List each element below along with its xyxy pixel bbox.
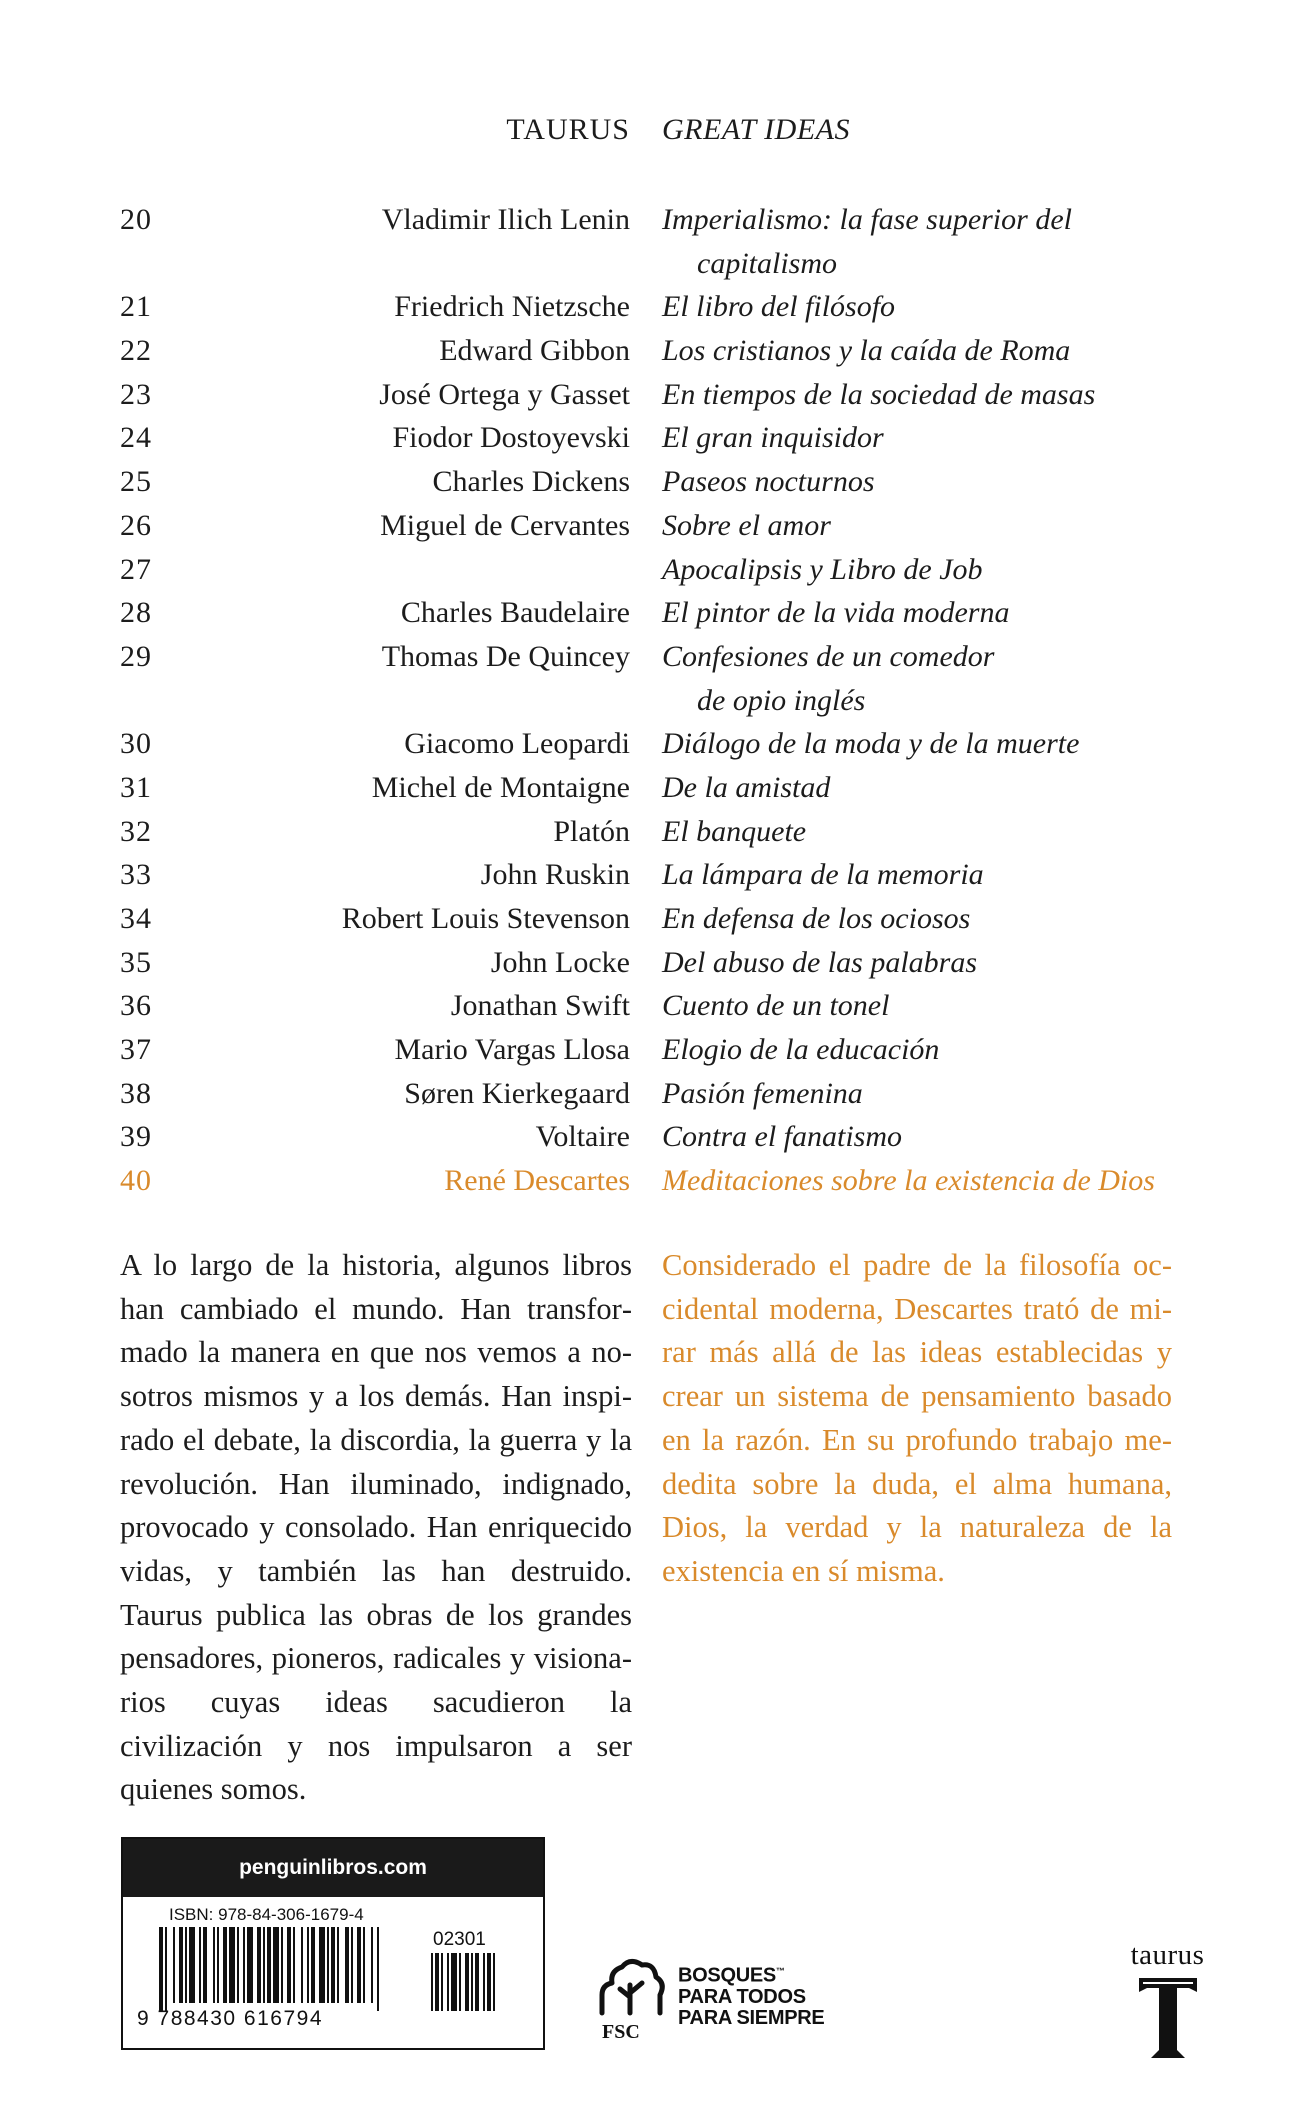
barcode-bar <box>319 1927 325 2003</box>
book-description: Considerado el padre de la filosofía occidental moderna, Descartes trató de mirar más allá de las ideas establecidas y crear un sistema de pensamiento basado en la razón. En su profundo trabajo mededita sobre la duda, el alma humana, Dios, la verdad y la naturaleza de la existencia en sí misma. <box>662 1248 1172 1588</box>
list-item-author: Fiodor Dostoyevski <box>392 421 630 455</box>
website-label: penguinlibros.com <box>123 1839 543 1897</box>
barcode-bar <box>223 1927 227 2003</box>
barcode-bar <box>229 1927 235 2003</box>
publisher-logo <box>1120 1940 1215 2070</box>
barcode-bar <box>199 1927 201 2003</box>
list-item <box>0 1159 1299 1203</box>
barcode-bar <box>351 1927 353 2003</box>
list-item-title-text: Imperialismo: la fase superior del <box>662 203 1072 236</box>
barcode-bar <box>307 1927 309 2003</box>
list-item-number: 33 <box>120 858 152 892</box>
list-item-title <box>662 329 1222 373</box>
list-item <box>0 373 1299 417</box>
barcode-bar <box>293 1927 295 2003</box>
barcode-bar <box>331 1927 335 2003</box>
list-item-number: 27 <box>120 552 152 586</box>
list-item-title-continuation: capitalismo <box>697 246 837 280</box>
list-item-number: 34 <box>120 902 152 936</box>
list-item-author: René Descartes <box>444 1164 630 1198</box>
list-item <box>0 1072 1299 1116</box>
list-item-author: Thomas De Quincey <box>381 639 630 673</box>
list-item <box>0 591 1299 635</box>
barcode-addon-bar <box>487 1953 491 2011</box>
barcode-addon-bar <box>465 1953 469 2011</box>
list-item-title <box>662 635 1222 722</box>
list-item-title <box>662 198 1222 285</box>
list-item-number: 24 <box>120 421 152 455</box>
list-item-number: 32 <box>120 814 152 848</box>
title-list <box>0 198 1299 1203</box>
list-item-title-text: Elogio de la educación <box>662 1033 940 1067</box>
barcode-bar <box>247 1927 253 2003</box>
list-item-title-text: De la amistad <box>662 770 831 804</box>
list-item-title <box>662 460 1222 504</box>
barcode-addon-bar <box>471 1953 473 2011</box>
list-item-title-text: Diálogo de la moda y de la muerte <box>662 727 1080 761</box>
list-item-title <box>662 941 1222 985</box>
series-header <box>0 113 1299 153</box>
list-item-number: 38 <box>120 1076 152 1110</box>
list-item-number: 25 <box>120 465 152 499</box>
list-item-title-text: El libro del filósofo <box>662 290 896 324</box>
barcode-addon-bar <box>451 1953 457 2011</box>
list-item-number: 26 <box>120 508 152 542</box>
barcode-bar <box>217 1927 219 2003</box>
list-item <box>0 548 1299 592</box>
barcode-bar <box>185 1927 187 2003</box>
list-item-author: Platón <box>553 814 630 848</box>
list-item <box>0 504 1299 548</box>
taurus-t-icon <box>1137 1976 1199 2060</box>
list-item-number: 28 <box>120 596 152 630</box>
list-item-author: Mario Vargas Llosa <box>394 1033 630 1067</box>
list-item-title-text: En tiempos de la sociedad de masas <box>662 377 1096 411</box>
list-item-number: 21 <box>120 290 152 324</box>
barcode-addon-bar <box>431 1953 433 2011</box>
fsc-tree-icon <box>590 1955 670 2025</box>
list-item-author: Voltaire <box>535 1120 630 1154</box>
list-item-title-text: En defensa de los ociosos <box>662 902 971 936</box>
list-item-title-text: Apocalipsis y Libro de Job <box>662 552 983 586</box>
list-item-title-text: Paseos nocturnos <box>662 465 875 499</box>
barcode-bar <box>263 1927 265 2003</box>
list-item <box>0 897 1299 941</box>
barcode-bar <box>337 1927 339 2003</box>
barcode-box <box>121 1837 545 2050</box>
list-item-number: 40 <box>120 1164 152 1198</box>
list-item-number: 35 <box>120 945 152 979</box>
list-item-title-text: Sobre el amor <box>662 508 831 542</box>
list-item <box>0 198 1299 285</box>
barcode-bar <box>357 1927 361 2003</box>
list-item-title-text: Contra el fanatismo <box>662 1120 903 1154</box>
list-item-title <box>662 853 1222 897</box>
publisher-wordmark: taurus <box>1130 1939 1205 1971</box>
list-item-author: Jonathan Swift <box>450 989 630 1023</box>
list-item-number: 30 <box>120 727 152 761</box>
list-item-number: 37 <box>120 1033 152 1067</box>
list-item-title <box>662 766 1222 810</box>
list-item-author: Charles Baudelaire <box>400 596 630 630</box>
list-item-author: José Ortega y Gasset <box>379 377 630 411</box>
list-item-title-text: Pasión femenina <box>662 1076 863 1110</box>
list-item-number: 36 <box>120 989 152 1023</box>
list-item-title-text: Los cristianos y la caída de Roma <box>662 334 1071 368</box>
list-item <box>0 329 1299 373</box>
barcode-bar <box>243 1927 245 2003</box>
list-item <box>0 1028 1299 1072</box>
list-item-number: 23 <box>120 377 152 411</box>
series-description: A lo largo de la historia, algunos libros han cambiado el mundo. Han transformado la manera en que nos vemos a nosotros mismos y a los demás. Han inspirado el debate, la discordia, la guerra y la revolución. Han iluminado, indignado, provocado y consolado. Han enriquecido vidas, y también las han destruido. Taurus publica las obras de los grandes pensadores, pioneros, radicales y visionarios cuyas ideas sacudieron la civilización y nos impulsaron a ser quienes somos. <box>120 1248 632 1807</box>
barcode-bar <box>173 1927 175 2003</box>
barcode-bar <box>301 1927 303 2003</box>
list-item-title-text: Cuento de un tonel <box>662 989 890 1023</box>
list-item <box>0 984 1299 1028</box>
barcode-bar <box>281 1927 283 2003</box>
list-item-title <box>662 1072 1222 1116</box>
list-item-title <box>662 504 1222 548</box>
list-item-title-text: Meditaciones sobre la existencia de Dios <box>662 1164 1155 1198</box>
list-item-title-text: El banquete <box>662 814 807 848</box>
barcode-bar <box>311 1927 315 2003</box>
list-item <box>0 810 1299 854</box>
barcode-bar <box>371 1927 373 2003</box>
isbn-text: ISBN: 978-84-306-1679-4 <box>169 1905 364 1924</box>
list-item-title <box>662 591 1222 635</box>
list-item-author: Robert Louis Stevenson <box>341 902 630 936</box>
list-item-number: 20 <box>120 203 152 236</box>
barcode-addon-bar <box>441 1953 443 2011</box>
list-item-title <box>662 416 1222 460</box>
barcode-bar <box>237 1927 239 2003</box>
barcode-bar <box>287 1927 291 2003</box>
list-item-author: Friedrich Nietzsche <box>394 290 630 324</box>
barcode-addon-bar <box>459 1953 461 2011</box>
list-item-author: Miguel de Cervantes <box>380 508 630 542</box>
barcode-bar <box>327 1927 329 2003</box>
list-item-title <box>662 1028 1222 1072</box>
list-item-number: 39 <box>120 1120 152 1154</box>
fsc-label: FSC <box>602 2021 640 2043</box>
list-item <box>0 1115 1299 1159</box>
list-item <box>0 416 1299 460</box>
list-item <box>0 635 1299 722</box>
barcode-addon-bar <box>435 1953 439 2011</box>
barcode-bar <box>203 1927 207 2003</box>
list-item-author: Søren Kierkegaard <box>404 1076 630 1110</box>
list-item-author: John Locke <box>490 945 630 979</box>
series-brand: TAURUS <box>506 113 630 146</box>
barcode-bar <box>267 1927 271 2003</box>
list-item <box>0 722 1299 766</box>
barcode-addon-number: 02301 <box>433 1929 486 1950</box>
list-item <box>0 460 1299 504</box>
list-item-title <box>662 722 1222 766</box>
list-item-title-text: La lámpara de la memoria <box>662 858 984 892</box>
barcode-addon-bar <box>493 1953 495 2011</box>
barcode-bar <box>345 1927 349 2003</box>
list-item-title-text: Confesiones de un comedor <box>662 639 995 673</box>
barcode-bar <box>159 1927 163 2011</box>
list-item-number: 22 <box>120 334 152 368</box>
list-item-title <box>662 1159 1222 1203</box>
barcode-addon-bar <box>447 1953 449 2011</box>
barcode-bar <box>179 1927 183 2003</box>
barcode-bar <box>257 1927 261 2003</box>
fsc-line1: BOSQUES <box>678 1964 776 1987</box>
barcode-bar <box>165 1927 167 2011</box>
fsc-line2: PARA TODOS <box>678 1985 806 2008</box>
list-item-title-text: Del abuso de las palabras <box>662 945 977 979</box>
list-item-title-text: El pintor de la vida moderna <box>662 596 1010 630</box>
list-item-author: John Ruskin <box>480 858 630 892</box>
barcode-bar <box>377 1927 379 2011</box>
barcode-bar <box>273 1927 279 2003</box>
fsc-slogan <box>678 1961 824 2029</box>
barcode-bar <box>363 1927 365 2003</box>
list-item-title <box>662 810 1222 854</box>
list-item-title <box>662 984 1222 1028</box>
list-item <box>0 285 1299 329</box>
list-item-title <box>662 1115 1222 1159</box>
list-item-author: Vladimir Ilich Lenin <box>381 203 630 236</box>
barcode-bar <box>213 1927 215 2003</box>
barcode-addon-bar <box>475 1953 479 2011</box>
list-item-title <box>662 373 1222 417</box>
barcode-digits: 9 788430 616794 <box>137 2007 323 2030</box>
series-name: GREAT IDEAS <box>662 113 850 146</box>
trademark-mark: ™ <box>775 1966 785 1976</box>
list-item-title-continuation: de opio inglés <box>697 683 866 717</box>
barcode-addon-bar <box>483 1953 485 2011</box>
list-item <box>0 853 1299 897</box>
fsc-line3: PARA SIEMPRE <box>678 2006 825 2029</box>
list-item <box>0 941 1299 985</box>
list-item-number: 29 <box>120 639 152 673</box>
fsc-badge <box>590 1955 850 2055</box>
list-item-author: Edward Gibbon <box>439 334 630 368</box>
list-item-number: 31 <box>120 770 152 804</box>
list-item-author: Charles Dickens <box>432 465 630 499</box>
list-item-author: Giacomo Leopardi <box>404 727 630 761</box>
list-item-author: Michel de Montaigne <box>371 770 630 804</box>
list-item-title-text: El gran inquisidor <box>662 421 884 455</box>
list-item-title <box>662 897 1222 941</box>
barcode-bar <box>189 1927 195 2003</box>
list-item-title <box>662 548 1222 592</box>
list-item-title <box>662 285 1222 329</box>
list-item <box>0 766 1299 810</box>
